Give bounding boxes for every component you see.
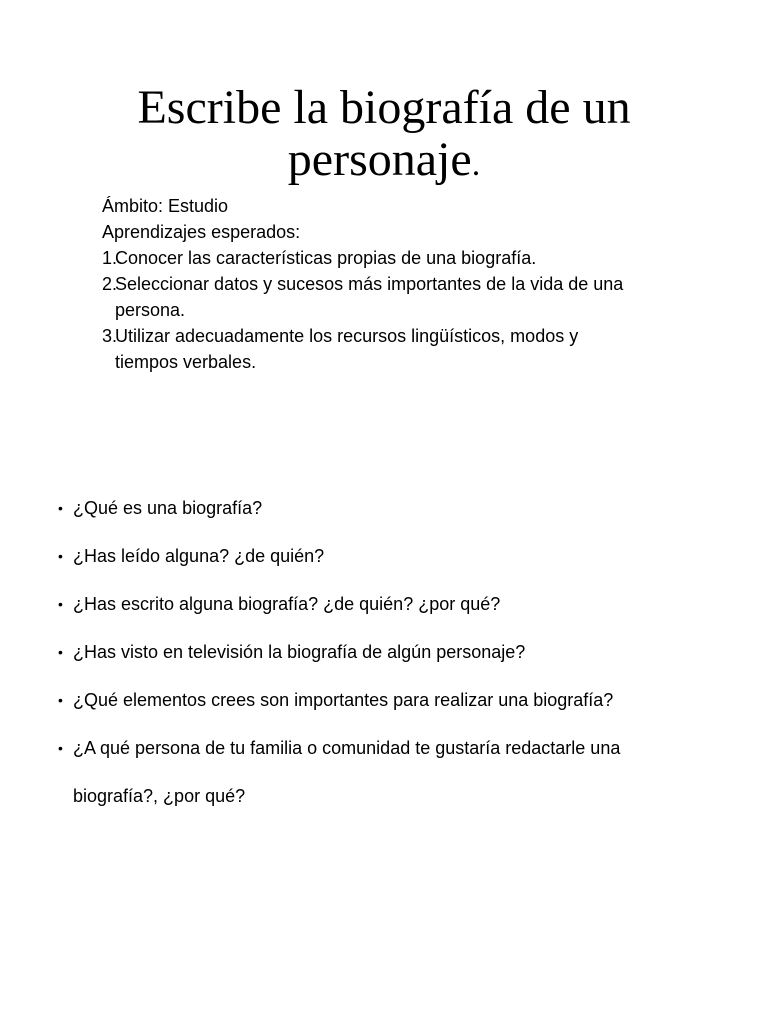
question-text: ¿Has escrito alguna biografía? ¿de quién? ¿por qué? [73, 594, 501, 614]
question-item [58, 580, 738, 628]
bullet-icon: • [58, 740, 63, 756]
title-line-1: Escribe la biografía de un [137, 81, 631, 134]
list-item-number: 3. [102, 326, 118, 346]
ambito-label: Ámbito: Estudio [102, 196, 229, 216]
list-item-text: Conocer las características propias de una biografía. [115, 248, 537, 268]
intro-section [102, 193, 702, 375]
question-item [58, 532, 738, 580]
title-period: . [471, 146, 481, 183]
question-text-continued: biografía?, ¿por qué? [73, 786, 246, 806]
list-item-text: Seleccionar datos y sucesos más importantes de la vida de una [115, 274, 624, 294]
question-item [58, 628, 738, 676]
list-item-text: Utilizar adecuadamente los recursos lingüísticos, modos y [115, 326, 579, 346]
question-item [58, 724, 738, 820]
list-item [102, 245, 702, 271]
list-item-number: 2. [102, 274, 118, 294]
question-text: ¿Qué es una biografía? [73, 498, 263, 518]
bullet-icon: • [58, 692, 63, 708]
list-item-text-continued: persona. [115, 300, 186, 320]
question-text: ¿Qué elementos crees son importantes para realizar una biografía? [73, 690, 614, 710]
question-item [58, 484, 738, 532]
question-text: ¿Has leído alguna? ¿de quién? [73, 546, 325, 566]
list-item [102, 271, 702, 323]
question-item [58, 676, 738, 724]
bullet-icon: • [58, 500, 63, 516]
bullet-icon: • [58, 596, 63, 612]
list-item [102, 323, 702, 375]
aprendizajes-label: Aprendizajes esperados: [102, 222, 301, 242]
title-line-2: personaje [287, 133, 472, 186]
list-item-text-continued: tiempos verbales. [115, 352, 257, 372]
bullet-icon: • [58, 644, 63, 660]
question-text: ¿Has visto en televisión la biografía de algún personaje? [73, 642, 526, 662]
bullet-icon: • [58, 548, 63, 564]
questions-list [58, 484, 738, 820]
question-text: ¿A qué persona de tu familia o comunidad te gustaría redactarle una [73, 738, 621, 758]
aprendizajes-list [102, 245, 702, 375]
list-item-number: 1. [102, 248, 118, 268]
page-title [0, 82, 768, 191]
